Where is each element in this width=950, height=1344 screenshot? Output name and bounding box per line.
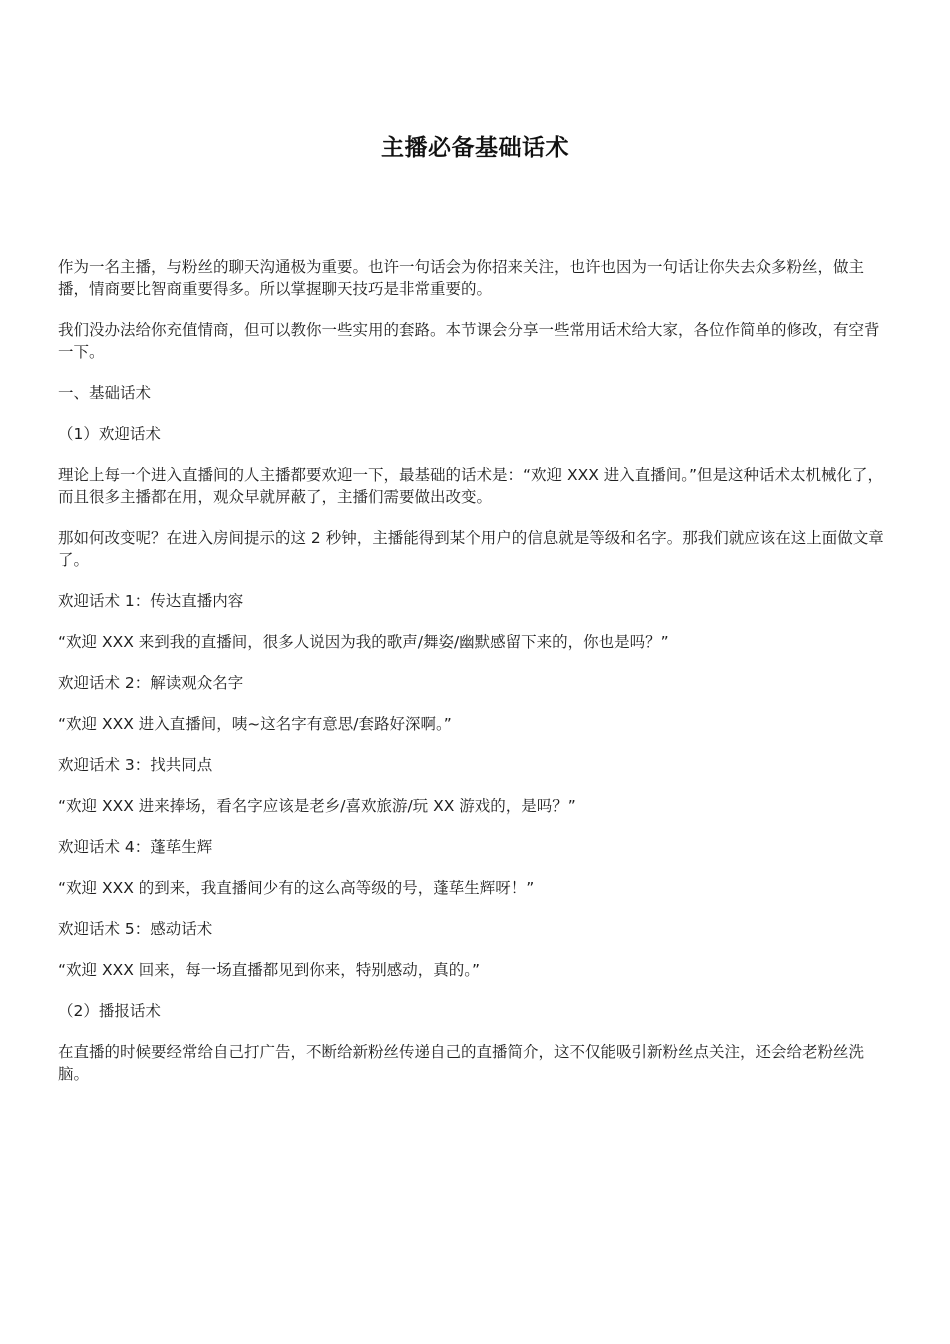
subsection-heading-broadcast: （2）播报话术 <box>58 1002 161 1020</box>
welcome-change-paragraph: 那如何改变呢？在进入房间提示的这 2 秒钟，主播能得到某个用户的信息就是等级和名字。那我们就应该在这上面做文章了。 <box>58 529 884 569</box>
welcome-script-2-quote: “欢迎 XXX 进入直播间，咦~这名字有意思/套路好深啊。” <box>58 715 452 733</box>
welcome-script-3-quote: “欢迎 XXX 进来捧场，看名字应该是老乡/喜欢旅游/玩 XX 游戏的，是吗？” <box>58 797 576 815</box>
welcome-explanation-paragraph: 理论上每一个进入直播间的人主播都要欢迎一下，最基础的话术是：“欢迎 XXX 进入直播间。”但是这种话术太机械化了，而且很多主播都在用，观众早就屏蔽了，主播们需要做出改变。 <box>58 466 884 506</box>
section-heading-basic: 一、基础话术 <box>58 384 152 402</box>
welcome-script-5-heading: 欢迎话术 5：感动话术 <box>58 920 213 938</box>
welcome-script-2-heading: 欢迎话术 2：解读观众名字 <box>58 674 244 692</box>
welcome-script-5-quote: “欢迎 XXX 回来，每一场直播都见到你来，特别感动，真的。” <box>58 961 481 979</box>
intro-paragraph-1: 作为一名主播，与粉丝的聊天沟通极为重要。也许一句话会为你招来关注，也许也因为一句话让你失去众多粉丝，做主播，情商要比智商重要得多。所以掌握聊天技巧是非常重要的。 <box>58 258 865 298</box>
document-body <box>58 256 890 1104</box>
welcome-script-4-quote: “欢迎 XXX 的到来，我直播间少有的这么高等级的号，蓬荜生辉呀！” <box>58 879 535 897</box>
intro-paragraph-2: 我们没办法给你充值情商，但可以教你一些实用的套路。本节课会分享一些常用话术给大家，各位作简单的修改，有空背一下。 <box>58 321 880 361</box>
subsection-heading-welcome: （1）欢迎话术 <box>58 425 161 443</box>
welcome-script-1-quote: “欢迎 XXX 来到我的直播间，很多人说因为我的歌声/舞姿/幽默感留下来的，你也是吗？” <box>58 633 669 651</box>
welcome-script-1-heading: 欢迎话术 1：传达直播内容 <box>58 592 244 610</box>
document-title: 主播必备基础话术 <box>381 135 569 161</box>
welcome-script-3-heading: 欢迎话术 3：找共同点 <box>58 756 213 774</box>
welcome-script-4-heading: 欢迎话术 4：蓬荜生辉 <box>58 838 213 856</box>
broadcast-explanation-paragraph: 在直播的时候要经常给自己打广告，不断给新粉丝传递自己的直播简介，这不仅能吸引新粉丝点关注，还会给老粉丝洗脑。 <box>58 1043 865 1083</box>
